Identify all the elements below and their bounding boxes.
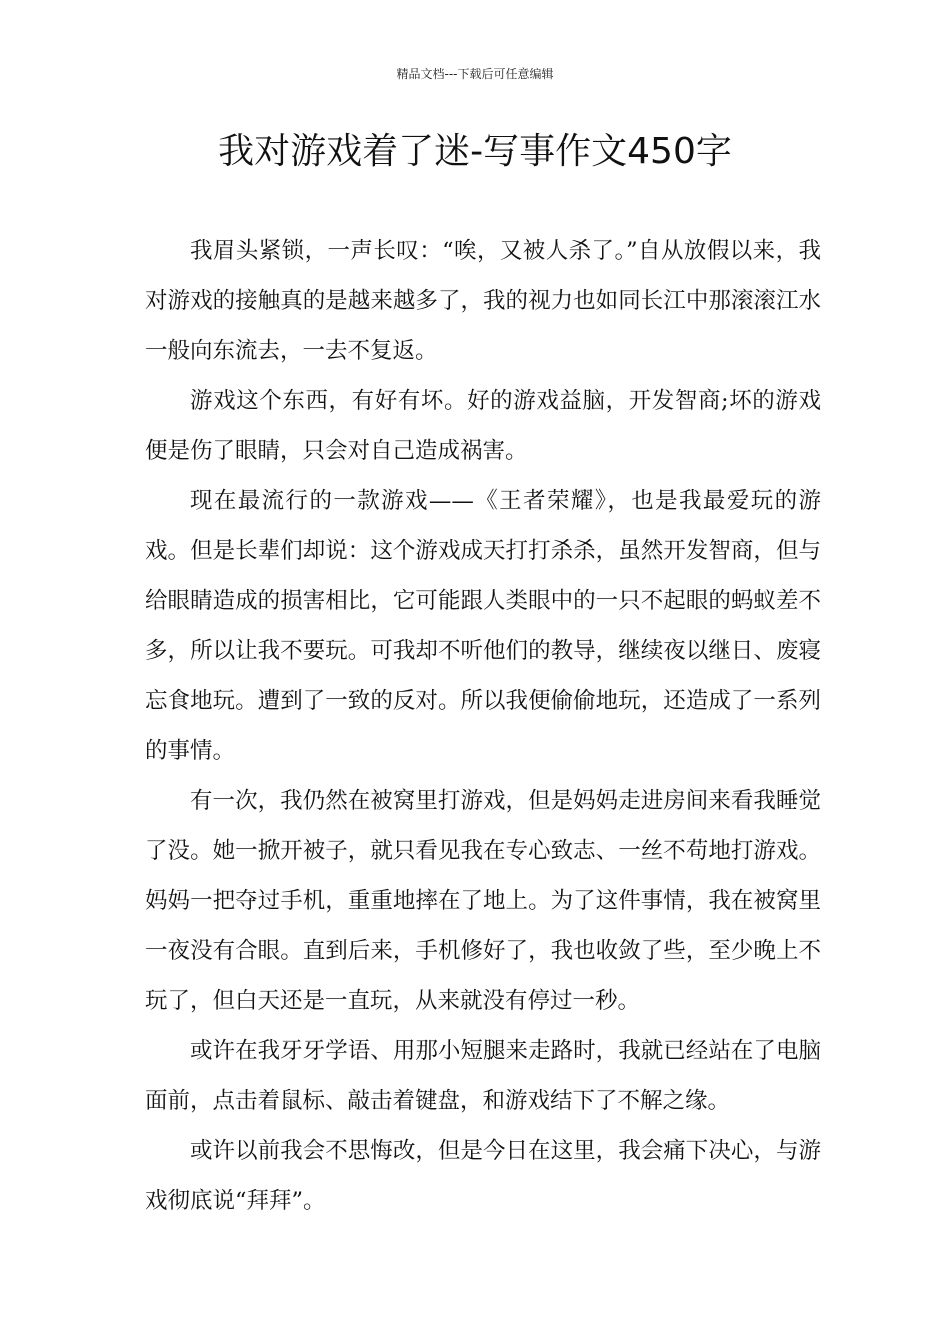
paragraph-3: 现在最流行的一款游戏——《王者荣耀》，也是我最爱玩的游戏。但是长辈们却说：这个游戏成天打打杀杀，虽然开发智商，但与给眼睛造成的损害相比，它可能跟人类眼中的一只不起眼的蚂蚁差不多，所以让我不要玩。可我却不听他们的教导，继续夜以继日、废寝忘食地玩。遭到了一致的反对。所以我便偷偷地玩，还造成了一系列的事情。 — [145, 488, 821, 764]
paragraph-2: 游戏这个东西，有好有坏。好的游戏益脑，开发智商;坏的游戏便是伤了眼睛，只会对自己造成祸害。 — [145, 388, 821, 464]
paragraph-1: 我眉头紧锁，一声长叹：“唉，又被人杀了。”自从放假以来，我对游戏的接触真的是越来越多了，我的视力也如同长江中那滚滚江水一般向东流去，一去不复返。 — [145, 238, 821, 364]
article-title: 我对游戏着了迷-写事作文450字 — [218, 131, 732, 172]
paragraph-4: 有一次，我仍然在被窝里打游戏，但是妈妈走进房间来看我睡觉了没。她一掀开被子，就只看见我在专心致志、一丝不苟地打游戏。妈妈一把夺过手机，重重地摔在了地上。为了这件事情，我在被窝里一夜没有合眼。直到后来，手机修好了，我也收敛了些，至少晚上不玩了，但白天还是一直玩，从来就没有停过一秒。 — [145, 788, 821, 1014]
paragraph-5: 或许在我牙牙学语、用那小短腿来走路时，我就已经站在了电脑面前，点击着鼠标、敲击着键盘，和游戏结下了不解之缘。 — [145, 1038, 821, 1114]
paragraph-6: 或许以前我会不思悔改，但是今日在这里，我会痛下决心，与游戏彻底说“拜拜”。 — [145, 1138, 821, 1214]
page-header: 精品文档---下载后可任意编辑 — [396, 67, 554, 81]
article-body — [145, 226, 821, 1226]
